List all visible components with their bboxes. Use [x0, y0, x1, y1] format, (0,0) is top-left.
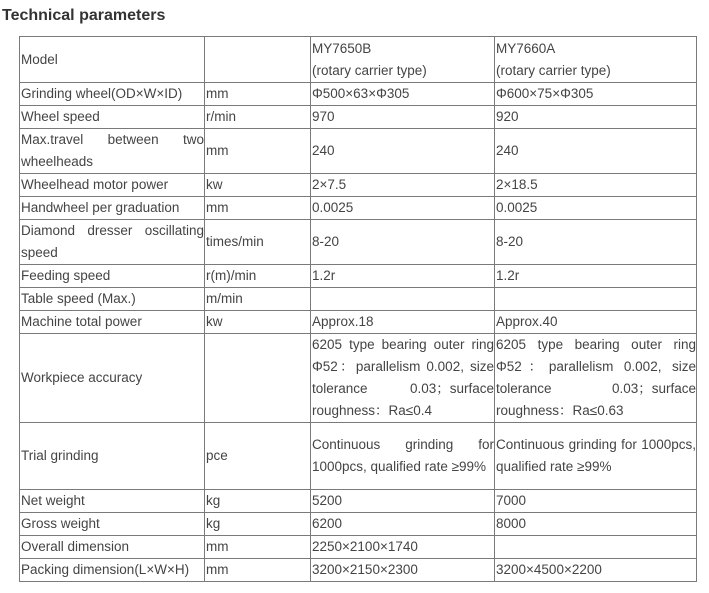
- table-row: [20, 423, 697, 490]
- value-b-cell: 2×18.5: [495, 174, 697, 197]
- value-b-cell: 8000: [495, 513, 697, 536]
- unit-cell: kg: [205, 490, 311, 513]
- table-row-model: [20, 37, 697, 83]
- param-cell: Packing dimension(L×W×H): [20, 559, 205, 582]
- table-row: [20, 334, 697, 423]
- value-a-cell: 1.2r: [311, 265, 495, 288]
- table-row: [20, 174, 697, 197]
- unit-cell: pce: [205, 423, 311, 490]
- param-cell: Table speed (Max.): [20, 288, 205, 311]
- value-a-cell: 5200: [311, 490, 495, 513]
- param-cell: Grinding wheel(OD×W×ID): [20, 83, 205, 106]
- table-row: [20, 311, 697, 334]
- value-a-cell: [311, 288, 495, 311]
- param-cell: Model: [20, 37, 205, 83]
- table-row: [20, 197, 697, 220]
- model-a-name: MY7650B: [312, 40, 372, 56]
- value-a-cell: Approx.18: [311, 311, 495, 334]
- value-a-cell: 8-20: [311, 220, 495, 265]
- technical-parameters-table: [19, 36, 697, 582]
- unit-cell: r(m)/min: [205, 265, 311, 288]
- table-row: [20, 288, 697, 311]
- page-title: Technical parameters: [2, 7, 166, 24]
- value-b-cell: 8-20: [495, 220, 697, 265]
- value-a-cell: Φ500×63×Φ305: [311, 83, 495, 106]
- param-cell: Handwheel per graduation: [20, 197, 205, 220]
- table-row: [20, 490, 697, 513]
- table-row: [20, 106, 697, 129]
- value-a-cell: 970: [311, 106, 495, 129]
- value-b-cell: Continuous grinding for 1000pcs, qualified rate ≥99%: [495, 423, 697, 490]
- unit-cell: mm: [205, 536, 311, 559]
- param-cell: Wheel speed: [20, 106, 205, 129]
- value-b-cell: 920: [495, 106, 697, 129]
- unit-cell: mm: [205, 83, 311, 106]
- value-b-cell: Φ600×75×Φ305: [495, 83, 697, 106]
- table-row: [20, 559, 697, 582]
- value-a-cell: 0.0025: [311, 197, 495, 220]
- value-a-cell: 6205 type bearing outer ring Φ52：parallelism 0.002, size tolerance 0.03；surface roughness：Ra≤0.4: [311, 334, 495, 423]
- table-row: [20, 220, 697, 265]
- model-a-type: (rotary carrier type): [312, 62, 427, 78]
- value-b-cell: 6205 type bearing outer ring Φ52：parallelism 0.002, size tolerance 0.03；surface roughness：Ra≤0.63: [495, 334, 697, 423]
- unit-cell: kg: [205, 513, 311, 536]
- value-b-cell: 0.0025: [495, 197, 697, 220]
- model-b-type: (rotary carrier type): [496, 62, 611, 78]
- unit-cell: mm: [205, 197, 311, 220]
- table-row: [20, 513, 697, 536]
- table-row: [20, 83, 697, 106]
- value-b-cell: 7000: [495, 490, 697, 513]
- param-cell: Workpiece accuracy: [20, 334, 205, 423]
- model-a-cell: [311, 37, 495, 83]
- unit-cell: [205, 334, 311, 423]
- value-a-cell: 240: [311, 129, 495, 174]
- unit-cell: kw: [205, 174, 311, 197]
- value-a-cell: 2250×2100×1740: [311, 536, 495, 559]
- unit-cell: m/min: [205, 288, 311, 311]
- table-row: [20, 265, 697, 288]
- value-b-cell: [495, 536, 697, 559]
- param-cell: Gross weight: [20, 513, 205, 536]
- param-cell: Diamond dresser oscillating speed: [20, 220, 205, 265]
- model-b-name: MY7660A: [496, 40, 556, 56]
- table-row: [20, 129, 697, 174]
- unit-cell: r/min: [205, 106, 311, 129]
- param-cell: Net weight: [20, 490, 205, 513]
- value-b-cell: 240: [495, 129, 697, 174]
- table-row: [20, 536, 697, 559]
- param-cell: Overall dimension: [20, 536, 205, 559]
- value-b-cell: 3200×4500×2200: [495, 559, 697, 582]
- value-b-cell: Approx.40: [495, 311, 697, 334]
- value-a-cell: 3200×2150×2300: [311, 559, 495, 582]
- param-cell: Feeding speed: [20, 265, 205, 288]
- param-cell: Machine total power: [20, 311, 205, 334]
- param-cell: Wheelhead motor power: [20, 174, 205, 197]
- value-a-cell: 6200: [311, 513, 495, 536]
- value-a-cell: Continuous grinding for 1000pcs, qualified rate ≥99%: [311, 423, 495, 490]
- unit-cell: kw: [205, 311, 311, 334]
- unit-cell: mm: [205, 129, 311, 174]
- value-a-cell: 2×7.5: [311, 174, 495, 197]
- value-b-cell: [495, 288, 697, 311]
- value-b-cell: 1.2r: [495, 265, 697, 288]
- param-cell: Max.travel between two wheelheads: [20, 129, 205, 174]
- unit-cell: [205, 37, 311, 83]
- unit-cell: mm: [205, 559, 311, 582]
- model-b-cell: [495, 37, 697, 83]
- param-cell: Trial grinding: [20, 423, 205, 490]
- unit-cell: times/min: [205, 220, 311, 265]
